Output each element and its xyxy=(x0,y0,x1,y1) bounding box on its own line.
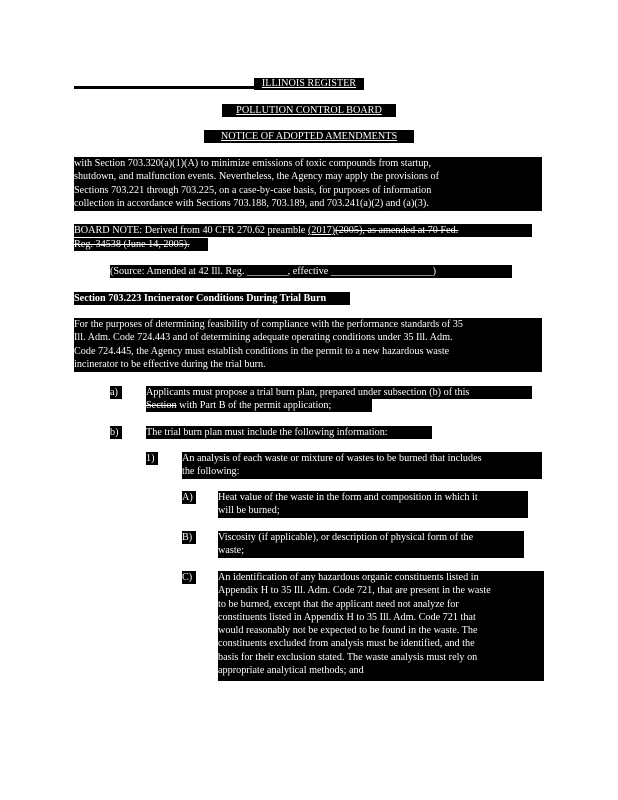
item-b-label: b) xyxy=(110,426,122,439)
item-C-text: An identification of any hazardous organic constituents listed in Appendix H to 35 Ill. Adm. Code 721, that are present in the waste to be burned, except that the applicant need not analyze for constituents listed in Appendix H to 35 Ill. Adm. Code 721 that would reasonably not be expected to be found in the waste. The constituents excluded from analysis must be identified, and the basis for their exclusion stated. The waste analysis must rely on appropriate analytical methods; and xyxy=(218,571,544,681)
board-note-line-2: Reg. 34538 (June 14, 2005). xyxy=(74,238,208,251)
item-B-text: Viscosity (if applicable), or description of physical form of the waste; xyxy=(218,531,524,558)
board-title: POLLUTION CONTROL BOARD xyxy=(222,104,396,117)
item-A-label: A) xyxy=(182,491,196,504)
scan-artifact xyxy=(74,86,254,89)
item-b1-label: 1) xyxy=(146,452,158,465)
board-note-line-1: BOARD NOTE: Derived from 40 CFR 270.62 preamble (2017)(2005), as amended at 70 Fed. xyxy=(74,224,532,237)
source-note: (Source: Amended at 42 Ill. Reg. ________, effective ____________________) xyxy=(110,265,512,278)
purpose-paragraph xyxy=(74,318,542,372)
intro-line: with Section 703.320(a)(1)(A) to minimize emissions of toxic compounds from startup, xyxy=(74,158,432,169)
item-A-text: Heat value of the waste in the form and composition in which it will be burned; xyxy=(218,491,528,518)
intro-line: shutdown, and malfunction events. Nevertheless, the Agency may apply the provisions of xyxy=(74,171,439,183)
purpose-line: For the purposes of determining feasibility of compliance with the performance standards of 35 xyxy=(74,319,463,330)
item-b1-text: An analysis of each waste or mixture of wastes to be burned that includes the following: xyxy=(182,452,542,479)
item-B-label: B) xyxy=(182,531,196,544)
item-b-text: The trial burn plan must include the following information: xyxy=(146,426,432,439)
intro-paragraph xyxy=(74,157,542,211)
section-title: Section 703.223 Incinerator Conditions During Trial Burn xyxy=(74,292,350,305)
purpose-line: Ill. Adm. Code 724.443 and of determining adequate operating conditions under 35 Ill. Adm. xyxy=(74,332,453,344)
intro-line: Sections 703.221 through 703.225, on a case-by-case basis, for purposes of information xyxy=(74,184,432,196)
notice-title: NOTICE OF ADOPTED AMENDMENTS xyxy=(204,130,414,143)
item-a-line-1: Applicants must propose a trial burn plan, prepared under subsection (b) of this xyxy=(146,386,532,399)
purpose-line: incinerator to be effective during the trial burn. xyxy=(74,358,266,370)
purpose-line: Code 724.445, the Agency must establish conditions in the permit to a new hazardous waste xyxy=(74,345,450,357)
register-title: ILLINOIS REGISTER xyxy=(254,78,364,90)
intro-line: collection in accordance with Sections 703.188, 703.189, and 703.241(a)(2) and (a)(3). xyxy=(74,197,429,209)
item-a-label: a) xyxy=(110,386,122,399)
item-C-label: C) xyxy=(182,571,196,584)
item-a-line-2: Section with Part B of the permit application; xyxy=(146,399,372,412)
